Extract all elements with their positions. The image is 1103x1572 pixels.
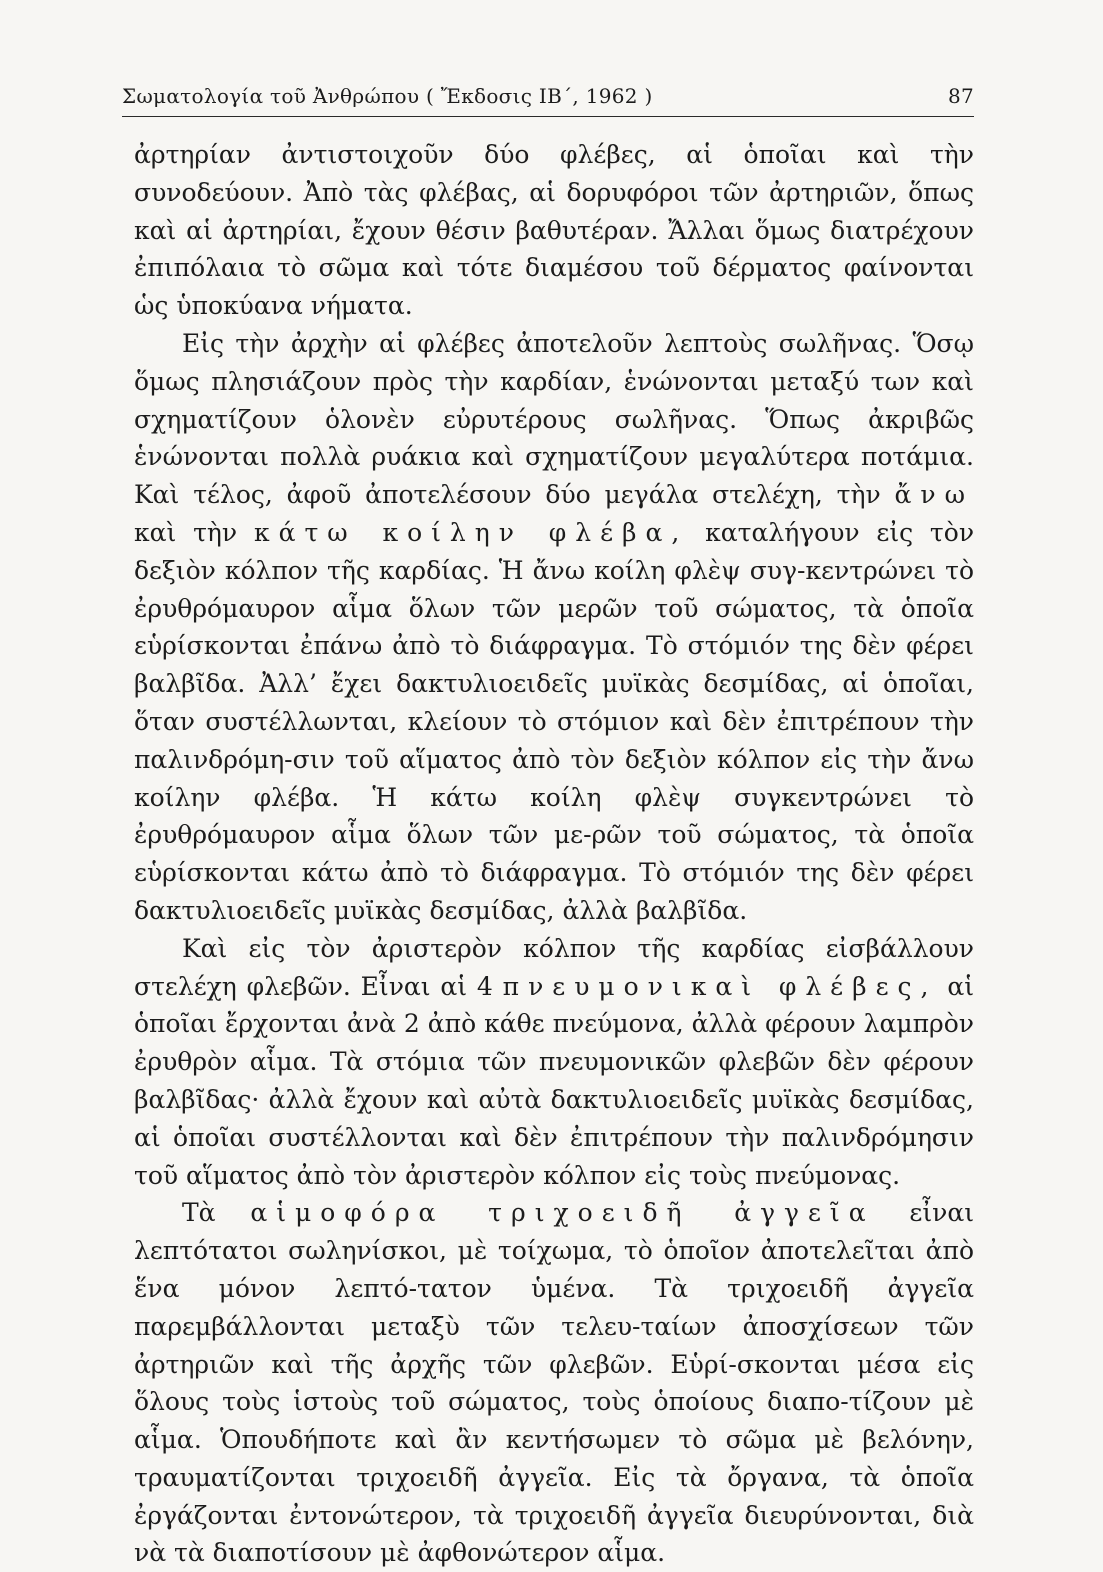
paragraph-1 (134, 136, 974, 325)
spaced-term: πνευμονικαὶ φλέβες, (502, 971, 938, 1001)
paragraph-text: καταλήγουν εἰς τὸν δεξιὸν κόλπον τῆς καρδίας. Ἡ ἄνω κοίλη φλὲψ συγ-κεντρώνει τὸ ἐρυθρόμαυρον αἷμα ὅλων τῶν μερῶν τοῦ σώματος, τὰ ὁποῖα εὑρίσκονται ἐπάνω ἀπὸ τὸ διάφραγμα. Τὸ στόμιόν της δὲν φέρει βαλβῖδα. Ἀλλ’ ἔχει δακτυλιοειδεῖς μυϊκὰς δεσμίδας, αἱ ὁποῖαι, ὅταν συστέλλωνται, κλείουν τὸ στόμιον καὶ δὲν ἐπιτρέπουν τὴν παλινδρόμη-σιν τοῦ αἵματος ἀπὸ τὸν δεξιὸν κόλπον εἰς τὴν ἄνω κοίλην φλέβα. Ἡ κάτω κοίλη φλὲψ συγκεντρώνει τὸ ἐρυθρόμαυρον αἷμα ὅλων τῶν με-ρῶν τοῦ σώματος, τὰ ὁποῖα εὑρίσκονται κάτω ἀπὸ τὸ διάφραγμα. Τὸ στόμιόν της δὲν φέρει δακτυλιοειδεῖς μυϊκὰς δεσμίδας, ἀλλὰ βαλβῖδα. (134, 517, 975, 925)
running-title: Σωματολογία τοῦ Ἀνθρώπου ( Ἔκδοσις ΙΒ΄, 1962 ) (122, 84, 653, 108)
paragraph-2 (134, 325, 974, 930)
spaced-term: κάτω κοίλην φλέβα, (253, 517, 689, 547)
paragraph-4 (134, 1194, 974, 1572)
paragraph-3 (134, 930, 974, 1195)
paragraph-text: καὶ τὴν (134, 517, 238, 547)
running-header (122, 74, 974, 117)
paragraph-text: Τὰ (182, 1198, 216, 1228)
paragraph-text: εἶναι λεπτότατοι σωληνίσκοι, μὲ τοίχωμα, τὸ ὁποῖον ἀποτελεῖται ἀπὸ ἕνα μόνον λεπτό-τατον ὑμένα. Τὰ τριχοειδῆ ἀγγεῖα παρεμβάλλονται μεταξὺ τῶν τελευ-ταίων ἀποσχίσεων τῶν ἀρτηριῶν καὶ τῆς ἀρχῆς τῶν φλεβῶν. Εὑρί-σκονται μέσα εἰς ὅλους τοὺς ἱστοὺς τοῦ σώματος, τοὺς ὁποίους διαπο-τίζουν μὲ αἷμα. Ὁπουδήποτε καὶ ἂν κεντήσωμεν τὸ σῶμα μὲ βελόνην, τραυματίζονται τριχοειδῆ ἀγγεῖα. Εἰς τὰ ὄργανα, τὰ ὁποῖα ἐργάζονται ἐντονώτερον, τὰ τριχοειδῆ ἀγγεῖα διευρύνονται, διὰ νὰ τὰ διαποτίσουν μὲ ἀφθονώτερον αἷμα. (134, 1198, 975, 1568)
paragraph-text: Καὶ εἰς τὸν ἀριστερὸν κόλπον τῆς καρδίας εἰσβάλλουν στελέχη φλεβῶν. Εἶναι αἱ 4 (134, 933, 974, 1001)
paragraph-text: αἱ ὁποῖαι ἔρχονται ἀνὰ 2 ἀπὸ κάθε πνεύμονα, ἀλλὰ φέρουν λαμπρὸν ἐρυθρὸν αἷμα. Τὰ στόμια τῶν πνευμονικῶν φλεβῶν δὲν φέρουν βαλβῖδας· ἀλλὰ ἔχουν καὶ αὐτὰ δακτυλιοειδεῖς μυϊκὰς δεσμίδας, αἱ ὁποῖαι συστέλλονται καὶ δὲν ἐπιτρέπουν τὴν παλινδρόμησιν τοῦ αἵματος ἀπὸ τὸν ἀριστερὸν κόλπον εἰς τοὺς πνεύμονας. (134, 971, 974, 1190)
page-number: 87 (947, 84, 974, 108)
paragraph-text: Εἰς τὴν ἀρχὴν αἱ φλέβες ἀποτελοῦν λεπτοὺς σωλῆνας. Ὅσῳ ὅμως πλησιάζουν πρὸς τὴν καρδίαν, ἑνώνονται μεταξύ των καὶ σχηματίζουν ὁλονὲν εὐρυτέρους σωλῆνας. Ὅπως ἀκριβῶς ἑνώνονται πολλὰ ρυάκια καὶ σχηματίζουν μεγαλύτερα ποτάμια. Καὶ τέλος, ἀφοῦ ἀποτελέσουν δύο μεγάλα στελέχη, τὴν (134, 328, 974, 510)
page-body (134, 136, 974, 1572)
spaced-term: αἱμοφόρα τριχοειδῆ ἀγγεῖα (250, 1198, 875, 1228)
paragraph-text: ἀρτηρίαν ἀντιστοιχοῦν δύο φλέβες, αἱ ὁποῖαι καὶ τὴν συνοδεύουν. Ἀπὸ τὰς φλέβας, αἱ δορυφόροι τῶν ἀρτηριῶν, ὅπως καὶ αἱ ἀρτηρίαι, ἔχουν θέσιν βαθυτέραν. Ἄλλαι ὅμως διατρέχουν ἐπιπόλαια τὸ σῶμα καὶ τότε διαμέσου τοῦ δέρματος φαίνονται ὡς ὑποκύανα νήματα. (134, 140, 974, 321)
spaced-term: ἄνω (894, 480, 975, 510)
